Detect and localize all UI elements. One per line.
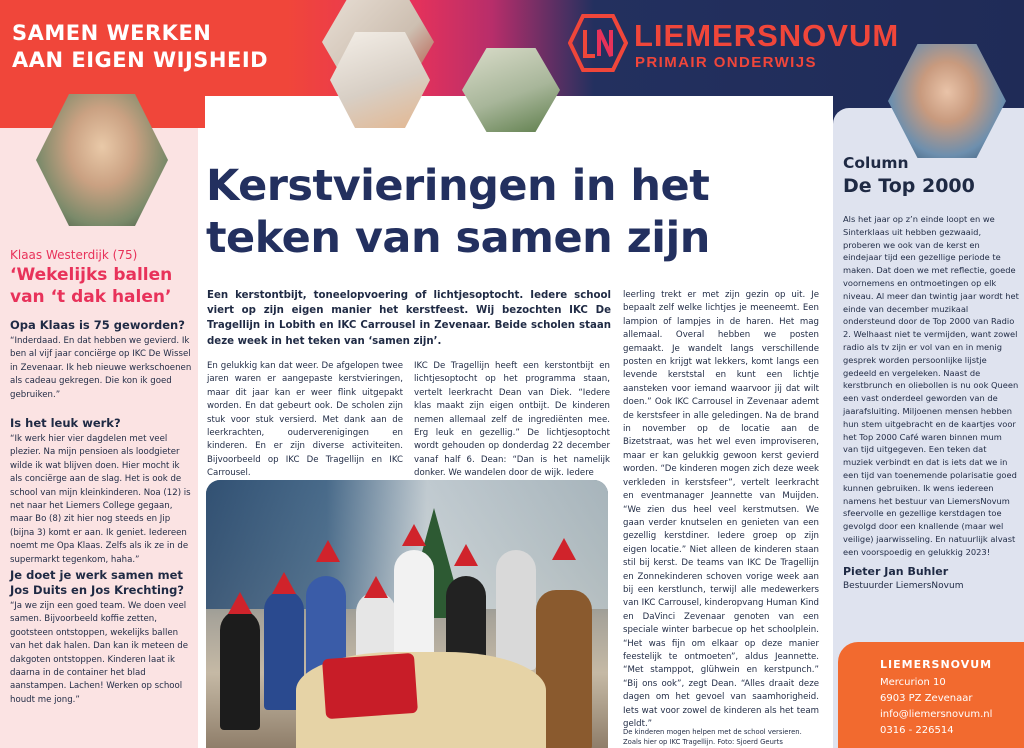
article-intro: Een kerstontbijt, toneelopvoering of lichtjesoptocht. Iedere school viert op zijn eigen manier het kerstfeest. Wij bezochten IKC De Tragellijn in Lobith en IKC Carrousel in Zevenaar. Beide scholen staan deze week in het teken van ‘samen zijn’. [207,290,611,347]
qa-question: Opa Klaas is 75 geworden? [10,318,185,332]
headline-line-1: Kerstvieringen in het [206,161,710,211]
brand-logo [568,14,948,74]
santa-hat [316,540,340,562]
contact-email[interactable]: info@liemersnovum.nl [880,709,993,720]
brand-subtitle: PRIMAIR ONDERWIJS [635,54,817,71]
qa-block-2 [10,416,194,567]
article-headline [206,160,826,264]
article-column-1: En gelukkig kan dat weer. De afgelopen twee jaren waren er aangepaste kerstvieringen, maar dit jaar kan er weer flink uitgepakt worden. En dat gebeurt ook. De scholen zijn stuk voor stuk versierd. Met dank aan de leerkrachten, ouderverenigingen en kinderen. En er zijn diverse activiteiten. Bijvoorbeeld op IKC De Tragellijn en IKC Carrousel. [207,361,403,479]
tagline [12,20,312,74]
article-column-3: leerling trekt er met zijn gezin op uit. Je bepaalt zelf welke lichtjes je meeneemt. Een lampion of lampjes in de haren. Het mag allemaal. Overal hebben we posten gemaakt. Je wandelt langs verschillende posten en krijgt wat lekkers, komt langs een levende kerststal en kunt een lichtje aansteken voor iemand waarvoor jij dat wilt doen.” Ook IKC Carrousel in Zevenaar ademt de kerstsfeer in alle geledingen. Na de brand in november op de locatie aan de Bizetstraat, was het wel even improviseren, maar er kan gelukkig gewoon kerst gevierd worden. “De kinderen mogen zich deze week verkleden in kerstsfeer”, vertelt leerkracht en eventmanager Jeannette van Muijden. “We zien dus heel veel kerstmutsen. We gaan verder knutselen en genieten van een gezellig kerstdiner. Iedere groep op zijn eigen locatie.” Niet alleen de kinderen staan stil bij kerst. De teams van IKC De Tragellijn en Zonnekinderen schoven vorige week aan bij een kerstlunch, terwijl alle medewerkers van IKC Carrousel, kinderopvang Human Kind en DaVinci Zevenaar genoten van een speciale winter barbecue op het schoolplein. “Het was fijn om elkaar op deze manier feestelijk te ontmoeten”, aldus Jeannette. “Met stamppot, glühwein en kerstpunch.” “Bij ons ook”, zegt Dean. “Alles draait deze dagen om het gevoel van saamhorigheid. Iets wat voor zowel de kinderen als het team geldt.” [623,290,819,729]
column-label: Column [843,154,909,172]
photo-caption [623,727,823,747]
contact-title: LIEMERSNOVUM [880,658,993,671]
tagline-line-1: SAMEN WERKEN [12,21,212,45]
brand-name: LIEMERSNOVUM [634,18,900,53]
qa-question: Is het leuk werk? [10,416,121,430]
santa-hat [552,538,576,560]
contact-phone: 0316 - 226514 [880,725,954,736]
santa-hat [364,576,388,598]
santa-hat [454,544,478,566]
contact-postcode: 6903 PZ Zevenaar [880,693,973,704]
qa-question: Je doet je werk samen met Jos Duits en Jos Krechting? [10,568,184,597]
qa-answer: “Ik werk hier vier dagdelen met veel plezier. Na mijn pensioen als loodgieter wilde ik wat blijven doen. Hier mocht ik als conciërge aan de slag. Het is ook de school van mijn kleinkinderen. Noa (12) is net naar het Liemers College gegaan, maar Bo (8) zit hier nog steeds en Jip (bijna 3) komt er aan. Ik geniet. Iedereen noemt me Opa Klaas. Zelfs als ik ze in de supermarkt tegenkom, haha.” [10,434,191,565]
qa-block-3 [10,568,194,707]
santa-hat [228,592,252,614]
contact-address: Mercurion 10 [880,677,946,688]
article-photo [206,480,608,748]
caption-line-2: Zoals hier op IKC Tragellijn. Foto: Sjoerd Geurts [623,738,783,746]
quote-line-2: van ‘t dak halen’ [10,287,172,307]
photo-pillow [322,653,418,719]
qa-answer: “Inderdaad. En dat hebben we gevierd. Ik ben al vijf jaar conciërge op IKC De Wissel in Zevenaar. Ik heb nieuwe werkschoenen als cadeau gekregen. Die kon ik goed gebruiken.” [10,336,192,400]
santa-hat [272,572,296,594]
quote-line-1: ‘Wekelijks ballen [10,265,173,285]
column-body: Als het jaar op z’n einde loopt en we Sinterklaas uit hebben gezwaaid, proberen we ook van de kerst en eindejaar tijd een gezellige periode te maken. Dat doen we met reflectie, goede voornemens en ontmoetingen op elk niveau. Al meer dan twintig jaar wordt het einde van december muzikaal ondersteund door de Top 2000 van Radio 2. Welhaast niet te vermijden, want zowel radio als tv zijn er vol van en in menig gesprek worden persoonlijke lijstje gedeeld en vergeleken. Naast de kerstbrunch en oliebollen is nu ook Queen een vast onderdeel geworden van de jaarafsluiting. Miljoenen mensen hebben hun stem uitgebracht en de kaartjes voor het Top 2000 Café waren binnen mum van tijd uitgegeven. Een teken dat muziek verbindt en dat is iets dat we in een tijd van toenemende polarisatie goed kunnen gebruiken. Ik wens iedereen namens het bestuur van LiemersNovum sfeervolle en gezellige kerstdagen toe gevolgd door een knallende (maar wel veilige) jaarwisseling. En natuurlijk alvast een voorspoedig en gelukkig 2023! [843,214,1019,557]
interviewee-name: Klaas Westerdijk (75) [10,248,138,262]
santa-hat [402,524,426,546]
photo-child [496,550,536,670]
qa-answer: “Ja we zijn een goed team. We doen veel samen. Bijvoorbeeld koffie zetten, gootsteen ontstoppen, wekelijks ballen van het dak halen. Dan kan ik meteen de dakgoten ontstoppen. Kinderen laat ik daarna in de container het blad aanstampen. Lachen! Werken op school houdt me jong.” [10,601,189,705]
article-column-2: IKC De Tragellijn heeft een kerstontbijt en lichtjesoptocht op het programma staan, vertelt leerkracht Dean van Diek. “Iedere klas maakt zijn eigen ontbijt. De kinderen nemen allemaal zelf de ingrediënten mee. Erg leuk en gezellig.” De lichtjesoptocht wordt gehouden op donderdag 22 december vanaf half 6. Dean: “Dan is het namelijk donker. We wandelen door de wijk. Iedere [414,361,610,479]
headline-line-2: teken van samen zijn [206,213,710,263]
caption-line-1: De kinderen mogen helpen met de school versieren. [623,728,802,736]
column-author: Pieter Jan Buhler [843,565,949,578]
tagline-line-2: AAN EIGEN WIJSHEID [12,48,269,72]
column-author-role: Bestuurder LiemersNovum [843,581,964,591]
logo-mark-icon [568,14,628,72]
interview-quote [10,264,196,308]
photo-child [220,610,260,730]
column-title: De Top 2000 [843,175,975,197]
qa-block-1 [10,318,194,402]
